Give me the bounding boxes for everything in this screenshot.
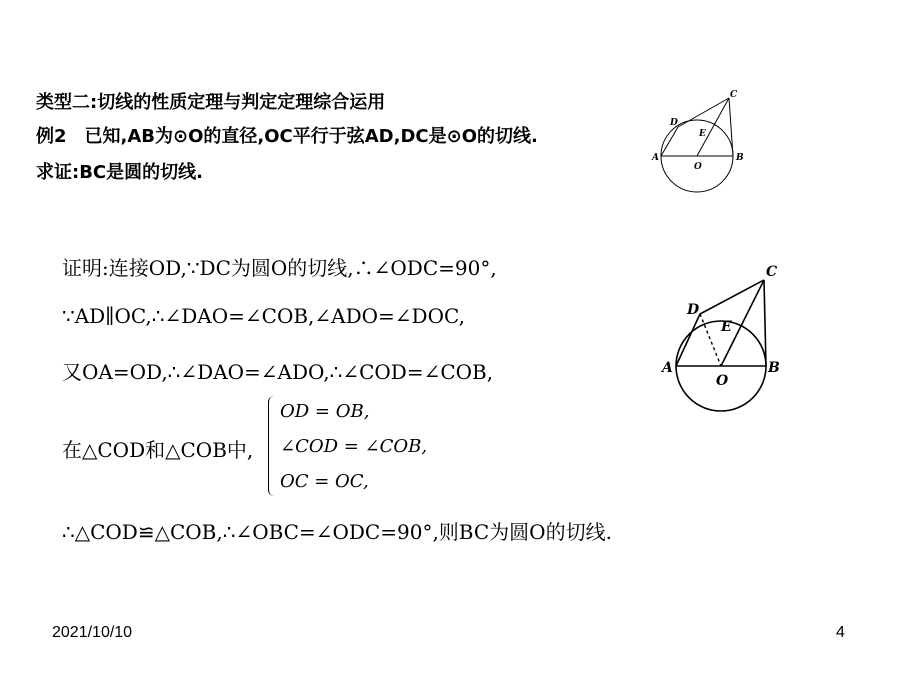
small-label-d: D: [670, 118, 678, 128]
proof-line-5: ∴△COD≌△COB,∴∠OBC=∠ODC=90°,则BC为圆O的切线.: [62, 520, 612, 544]
large-label-b: B: [768, 360, 780, 376]
small-geometry-figure: [650, 85, 750, 203]
large-label-o: O: [716, 373, 729, 389]
proof-line-1: 证明:连接OD,∵DC为圆O的切线,∴∠ODC=90°,: [62, 256, 497, 280]
example-statement: [36, 122, 538, 148]
system-line-2: ∠COD = ∠COB,: [280, 436, 428, 457]
example-text: 已知,AB为⊙O的直径,OC平行于弦AD,DC是⊙O的切线.: [84, 126, 538, 147]
proof-line-3: 又OA=OD,∴∠DAO=∠ADO,∴∠COD=∠COB,: [62, 360, 494, 384]
proof-line-4: 在△COD和△COB中,: [62, 438, 254, 462]
small-label-a: A: [652, 153, 659, 163]
section-title: 类型二:切线的性质定理与判定定理综合运用: [36, 92, 386, 113]
system-line-3: OC = OC,: [280, 471, 369, 492]
proof-line-2: ∵AD∥OC,∴∠DAO=∠COB,∠ADO=∠DOC,: [62, 304, 465, 328]
large-label-e: E: [721, 319, 732, 335]
small-label-b: B: [736, 153, 744, 163]
small-label-e: E: [699, 129, 706, 139]
small-label-c: C: [730, 90, 738, 100]
footer-date: 2021/10/10: [52, 624, 133, 641]
large-label-c: C: [766, 264, 778, 280]
page-number: 4: [836, 624, 845, 641]
prove-statement: 求证:BC是圆的切线.: [36, 162, 203, 183]
large-label-a: A: [662, 360, 673, 376]
large-geometry-figure: [660, 262, 790, 422]
large-label-d: D: [687, 302, 700, 318]
system-brace: [268, 396, 279, 496]
small-label-o: O: [694, 162, 702, 172]
system-line-1: OD = OB,: [280, 401, 370, 422]
example-label: 例2: [36, 126, 67, 147]
